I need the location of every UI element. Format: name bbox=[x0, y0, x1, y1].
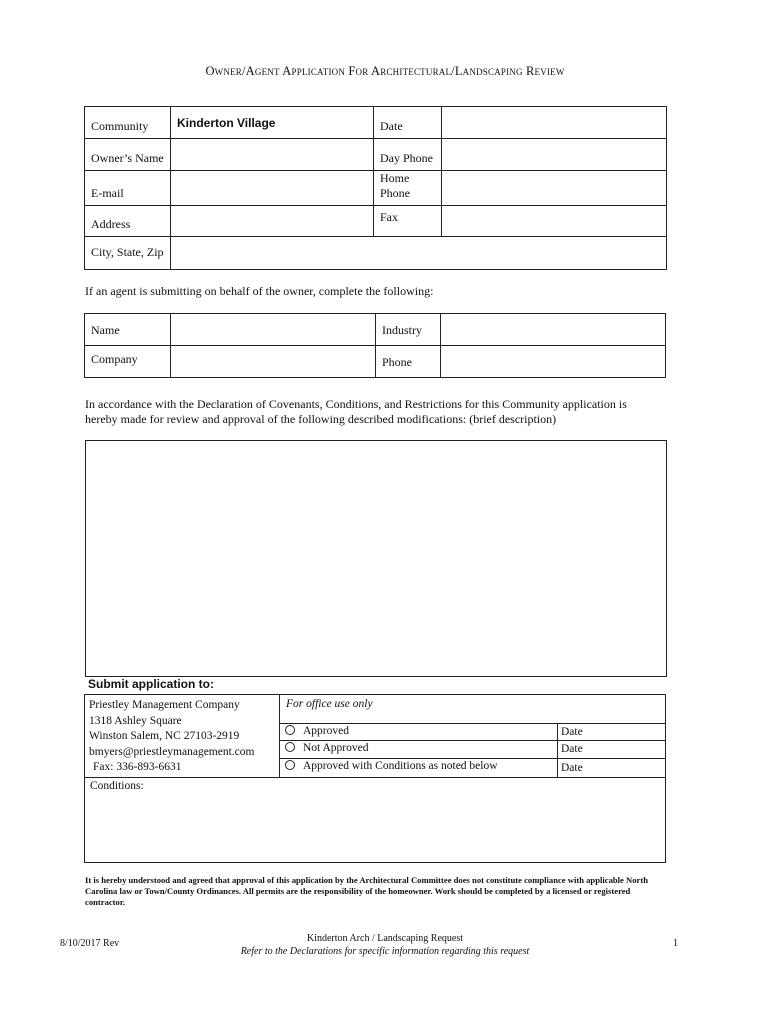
home-phone-field[interactable] bbox=[442, 171, 667, 206]
submit-email[interactable]: bmyers@priestleymanagement.com bbox=[89, 745, 255, 758]
owners-name-label: Owner’s Name bbox=[85, 139, 171, 171]
office-use-heading: For office use only bbox=[286, 698, 373, 710]
submit-city: Winston Salem, NC 27103-2919 bbox=[89, 730, 240, 742]
agent-industry-label: Industry bbox=[376, 314, 441, 346]
footer-center bbox=[0, 932, 770, 958]
agent-info-table bbox=[84, 313, 666, 378]
office-option-approved[interactable]: Approved bbox=[285, 725, 349, 737]
approved-date-label: Date bbox=[561, 726, 583, 738]
fax-label: Fax bbox=[374, 206, 442, 237]
agent-name-field[interactable] bbox=[171, 314, 376, 346]
declaration-text: In accordance with the Declaration of Covenants, Conditions, and Restrictions for this Community application is hereby made for review and approval of the following described modifications: (brief description) bbox=[85, 397, 627, 426]
office-option-not-approved[interactable]: Not Approved bbox=[285, 742, 368, 754]
owner-info-table bbox=[84, 106, 667, 270]
fax-field[interactable] bbox=[442, 206, 667, 237]
day-phone-field[interactable] bbox=[442, 139, 667, 171]
agent-name-label: Name bbox=[85, 314, 171, 346]
not-approved-radio-icon[interactable] bbox=[285, 742, 295, 752]
approved-conditions-radio-icon[interactable] bbox=[285, 760, 295, 770]
conditions-field[interactable] bbox=[85, 795, 665, 861]
email-field[interactable] bbox=[171, 171, 374, 206]
approved-conditions-date-label: Date bbox=[561, 762, 583, 774]
owners-name-field[interactable] bbox=[171, 139, 374, 171]
office-row-rule-1 bbox=[280, 740, 665, 741]
email-label: E-mail bbox=[85, 171, 171, 206]
submit-divider bbox=[279, 695, 280, 778]
not-approved-date-label: Date bbox=[561, 743, 583, 755]
agent-phone-label: Phone bbox=[376, 346, 441, 378]
submit-fax: Fax: 336-893-6631 bbox=[93, 761, 182, 773]
footer-form-name: Kinderton Arch / Landscaping Request bbox=[306, 933, 464, 944]
office-row-rule-2 bbox=[280, 758, 665, 759]
office-option-approved-conditions[interactable]: Approved with Conditions as noted below bbox=[285, 760, 498, 772]
submit-heading: Submit application to: bbox=[88, 677, 214, 691]
footer-note: Refer to the Declarations for specific information regarding this request bbox=[240, 946, 530, 957]
revision-date: 8/10/2017 Rev bbox=[60, 938, 120, 949]
conditions-label: Conditions: bbox=[90, 780, 144, 792]
date-label: Date bbox=[374, 107, 442, 139]
page-title: Owner/Agent Application For Architectural/Landscaping Review bbox=[205, 64, 565, 78]
submit-company: Priestley Management Company bbox=[89, 699, 240, 711]
city-state-zip-label: City, State, Zip bbox=[85, 237, 171, 270]
agent-phone-field[interactable] bbox=[441, 346, 666, 378]
disclaimer-text: It is hereby understood and agreed that approval of this application by the Architectural Committee does not constitute compliance with applicable North Carolina law or Town/County Ordinances. All permits are the responsibility of the homeowner. Work should be completed by a licensed or registered contractor. bbox=[85, 875, 648, 907]
date-column-divider bbox=[557, 723, 558, 778]
agent-intro-text: If an agent is submitting on behalf of the owner, complete the following: bbox=[85, 284, 434, 298]
date-field[interactable] bbox=[442, 107, 667, 139]
community-label: Community bbox=[85, 107, 171, 139]
home-phone-label: Home Phone bbox=[374, 171, 442, 206]
community-value: Kinderton Village bbox=[177, 116, 276, 130]
day-phone-label: Day Phone bbox=[374, 139, 442, 171]
agent-industry-field[interactable] bbox=[441, 314, 666, 346]
address-field[interactable] bbox=[171, 206, 374, 237]
community-field[interactable] bbox=[171, 107, 374, 139]
conditions-top-rule bbox=[85, 777, 665, 778]
page-number: 1 bbox=[673, 938, 678, 949]
agent-company-field[interactable] bbox=[171, 346, 376, 378]
description-textarea[interactable] bbox=[85, 440, 667, 677]
agent-company-label: Company bbox=[85, 346, 171, 378]
address-label: Address bbox=[85, 206, 171, 237]
submit-street: 1318 Ashley Square bbox=[89, 714, 182, 727]
approved-radio-icon[interactable] bbox=[285, 725, 295, 735]
submit-address bbox=[89, 698, 254, 776]
office-heading-rule bbox=[280, 723, 665, 724]
city-state-zip-field[interactable] bbox=[171, 237, 667, 270]
submit-office-box bbox=[84, 694, 666, 863]
